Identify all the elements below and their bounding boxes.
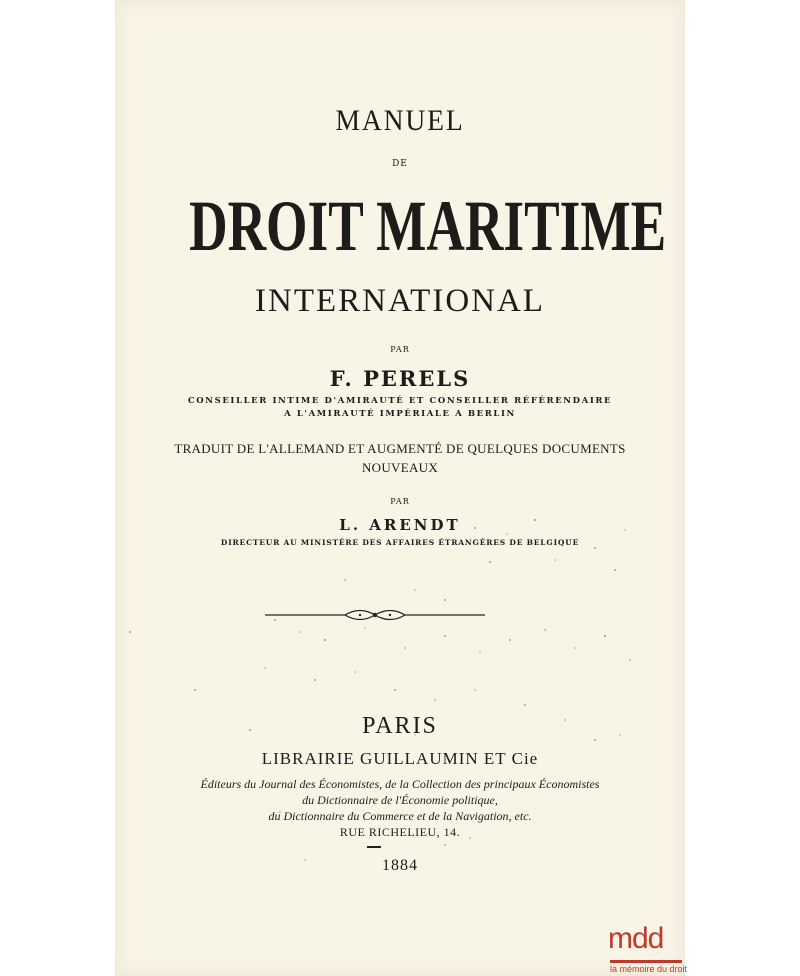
author-name: F. PERELS xyxy=(329,366,471,391)
logo-tagline: la mémoire du droit xyxy=(610,964,688,974)
imprint-editors-line-1: Éditeurs du Journal des Économistes, de la Collection des principaux Économistes xyxy=(200,777,600,791)
imprint-city: PARIS xyxy=(362,713,438,739)
mdd-logo xyxy=(608,920,788,976)
logo-underline xyxy=(610,960,682,963)
translation-note-line-2: NOUVEAUX xyxy=(361,460,439,475)
imprint-publisher: LIBRAIRIE GUILLAUMIN ET Cie xyxy=(261,749,539,768)
author-by: PAR xyxy=(390,345,410,354)
ornamental-rule xyxy=(265,605,485,625)
book-title: DROIT MARITIME xyxy=(189,186,667,266)
translator-by: PAR xyxy=(390,497,410,506)
translator-name: L. ARENDT xyxy=(339,516,461,534)
title-line-manuel: MANUEL xyxy=(335,104,465,137)
translator-title: DIRECTEUR AU MINISTÈRE DES AFFAIRES ÉTRANGÈRES DE BELGIQUE xyxy=(220,538,580,547)
imprint-editors-line-3: du Dictionnaire du Commerce et de la Navigation, etc. xyxy=(268,809,532,823)
title-line-de: DE xyxy=(392,159,408,169)
logo-mark: mdd xyxy=(608,922,664,955)
imprint-editors-line-2: du Dictionnaire de l'Économie politique, xyxy=(302,793,498,807)
author-title-line-1: CONSEILLER INTIME D'AMIRAUTÉ ET CONSEILLER RÉFÉRENDAIRE xyxy=(187,396,613,406)
imprint-year: 1884 xyxy=(382,857,418,874)
title-line-international: INTERNATIONAL xyxy=(255,283,545,319)
imprint-street: RUE RICHELIEU, 14. xyxy=(339,825,461,839)
translation-note-line-1: TRADUIT DE L'ALLEMAND ET AUGMENTÉ DE QUELQUES DOCUMENTS xyxy=(174,441,626,456)
title-page xyxy=(115,0,688,976)
year-divider xyxy=(367,846,381,848)
author-title-line-2: A L'AMIRAUTÉ IMPÉRIALE A BERLIN xyxy=(284,409,516,419)
